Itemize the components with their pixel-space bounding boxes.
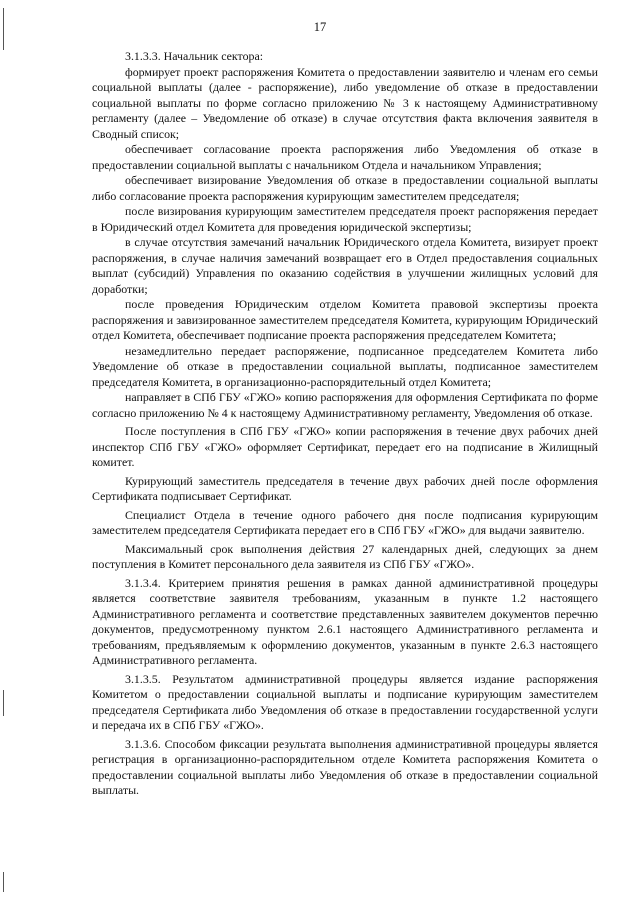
- paragraph-section-heading: 3.1.3.3. Начальник сектора:: [125, 49, 264, 63]
- paragraph: незамедлительно передает распоряжение, подписанное председателем Комитета либо Уведомление об отказе в предоставлении социальной выплаты, подписанное заместителем председателя Комитета, в организационно-распорядительный отдел Комитета;: [92, 343, 598, 389]
- page-number: 17: [313, 20, 327, 34]
- paragraph: Курирующий заместитель председателя в течение двух рабочих дней после оформления Сертификата подписывает Сертификат.: [92, 473, 598, 503]
- document-body: [92, 49, 598, 799]
- scan-edge-mark: [3, 872, 4, 892]
- paragraph: Специалист Отдела в течение одного рабочего дня после подписания курирующим заместителем председателя Сертификата передает его в СПб ГБУ «ГЖО» для выдачи заявителю.: [92, 507, 598, 537]
- paragraph: После поступления в СПб ГБУ «ГЖО» копии распоряжения в течение двух рабочих дней инспектор СПб ГБУ «ГЖО» оформляет Сертификат, передает его на подписание в Жилищный комитет.: [92, 424, 598, 469]
- paragraph-section-3-1-3-6: 3.1.3.6. Способом фиксации результата выполнения административной процедуры является регистрация в организационно-распорядительном отделе Комитета распоряжения Комитета о предоставлении социальной выплаты либо Уведомления об отказе в предоставлении социальной выплаты.: [92, 736, 598, 797]
- paragraph: формирует проект распоряжения Комитета о предоставлении заявителю и членам его семьи социальной выплаты (далее - распоряжение), либо уведомление об отказе в предоставлении социальной выплаты по форме согласно приложению № 3 к настоящему Административному регламенту (далее – Уведомление об отказе) в случае отсутствия факта включения заявителя в Сводный список;: [92, 64, 598, 141]
- paragraph: после визирования курирующим заместителем председателя проект распоряжения передает в Юридический отдел Комитета для проведения юридической экспертизы;: [92, 204, 598, 234]
- scan-edge-mark: [3, 690, 4, 716]
- paragraph: после проведения Юридическим отделом Комитета правовой экспертизы проекта распоряжения и завизированное заместителем председателя Комитета, курирующим Юридический отдел Комитета, обеспечивает подписание проекта распоряжения председателем Комитета;: [92, 297, 598, 342]
- paragraph-section-3-1-3-4: 3.1.3.4. Критерием принятия решения в рамках данной административной процедуры является соответствие заявителя требованиям, указанным в пункте 1.2 настоящего Административного регламента и соответствие представленных заявителем документов перечню документов, предусмотренному пунктом 2.6.1 настоящего Административного регламента и требованиям, предъявляемым к оформлению документов, указанным в пункте 2.6.3 настоящего Административного регламента.: [92, 575, 598, 667]
- paragraph: Максимальный срок выполнения действия 27 календарных дней, следующих за днем поступления в Комитет персонального дела заявителя из СПб ГБУ «ГЖО».: [92, 541, 598, 571]
- paragraph-section-3-1-3-5: 3.1.3.5. Результатом административной процедуры является издание распоряжения Комитетом о предоставлении социальной выплаты и подписание курирующим заместителем председателя Сертификата либо Уведомления об отказе в предоставлении государственной услуги и передача их в СПб ГБУ «ГЖО».: [92, 671, 598, 732]
- paragraph: направляет в СПб ГБУ «ГЖО» копию распоряжения для оформления Сертификата по форме согласно приложению № 4 к настоящему Административному регламенту, Уведомления об отказе.: [92, 390, 598, 420]
- paragraph: обеспечивает согласование проекта распоряжения либо Уведомления об отказе в предоставлении социальной выплаты с начальником Отдела и начальником Управления;: [92, 142, 598, 172]
- paragraph: в случае отсутствия замечаний начальник Юридического отдела Комитета, визирует проект распоряжения, в случае наличия замечаний возвращает его в Отдел предоставления социальных выплат (субсидий) Управления по оказанию содействия в улучшении жилищных условий для доработки;: [92, 235, 598, 296]
- paragraph: обеспечивает визирование Уведомления об отказе в предоставлении социальной выплаты либо согласование проекта распоряжения курирующим заместителем председателя;: [92, 173, 598, 203]
